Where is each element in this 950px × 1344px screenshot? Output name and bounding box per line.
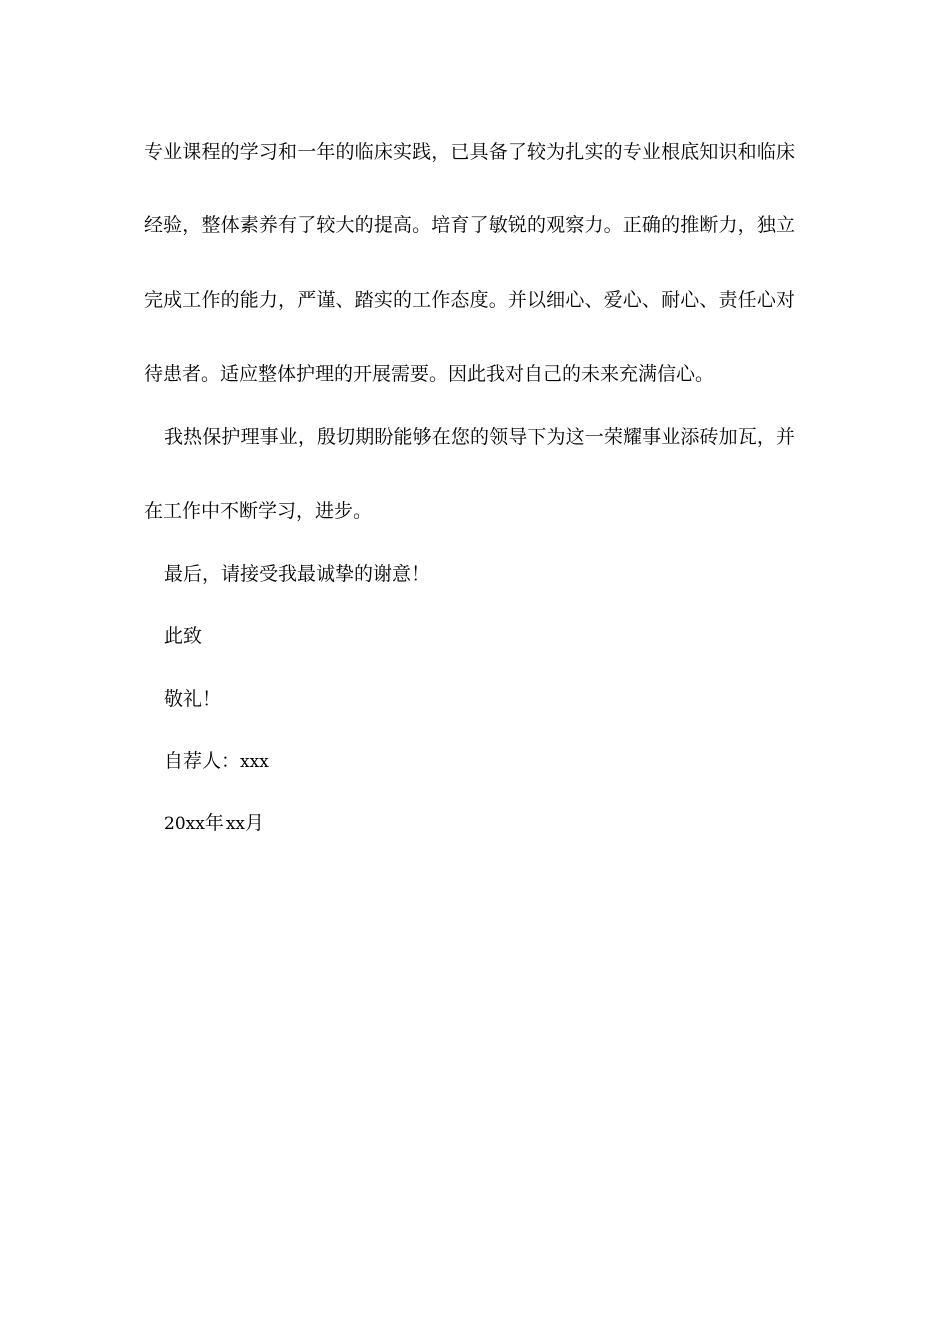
paragraph1-line2: 经验，整体素养有了较大的提高。培育了敏锐的观察力。正确的推断力，独立 xyxy=(144,214,795,236)
paragraph1-line4: 待患者。适应整体护理的开展需要。因此我对自己的未来充满信心。 xyxy=(144,363,715,385)
paragraph1-line3: 完成工作的能力，严谨、踏实的工作态度。并以细心、爱心、耐心、责任心对 xyxy=(144,289,795,311)
paragraph2-line1: 我热保护理事业，殷切期盼能够在您的领导下为这一荣耀事业添砖加瓦，并 xyxy=(164,426,795,448)
date-line xyxy=(164,811,264,836)
signature-label: 自荐人： xyxy=(164,750,241,772)
salutation-ci-zhi: 此致 xyxy=(164,625,203,647)
date-year-unit: 年 xyxy=(204,812,224,834)
signature-line xyxy=(164,749,269,774)
signature-name: xxx xyxy=(240,752,269,772)
paragraph2-line2: 在工作中不断学习，进步。 xyxy=(144,500,373,522)
date-month: xx xyxy=(225,814,246,834)
date-month-unit: 月 xyxy=(245,812,265,834)
salutation-jing-li: 敬礼！ xyxy=(164,688,222,710)
paragraph1-line1: 专业课程的学习和一年的临床实践，已具备了较为扎实的专业根底知识和临床 xyxy=(144,141,795,163)
closing-line: 最后，请接受我最诚挚的谢意！ xyxy=(164,563,431,585)
date-year: 20xx xyxy=(164,814,205,834)
